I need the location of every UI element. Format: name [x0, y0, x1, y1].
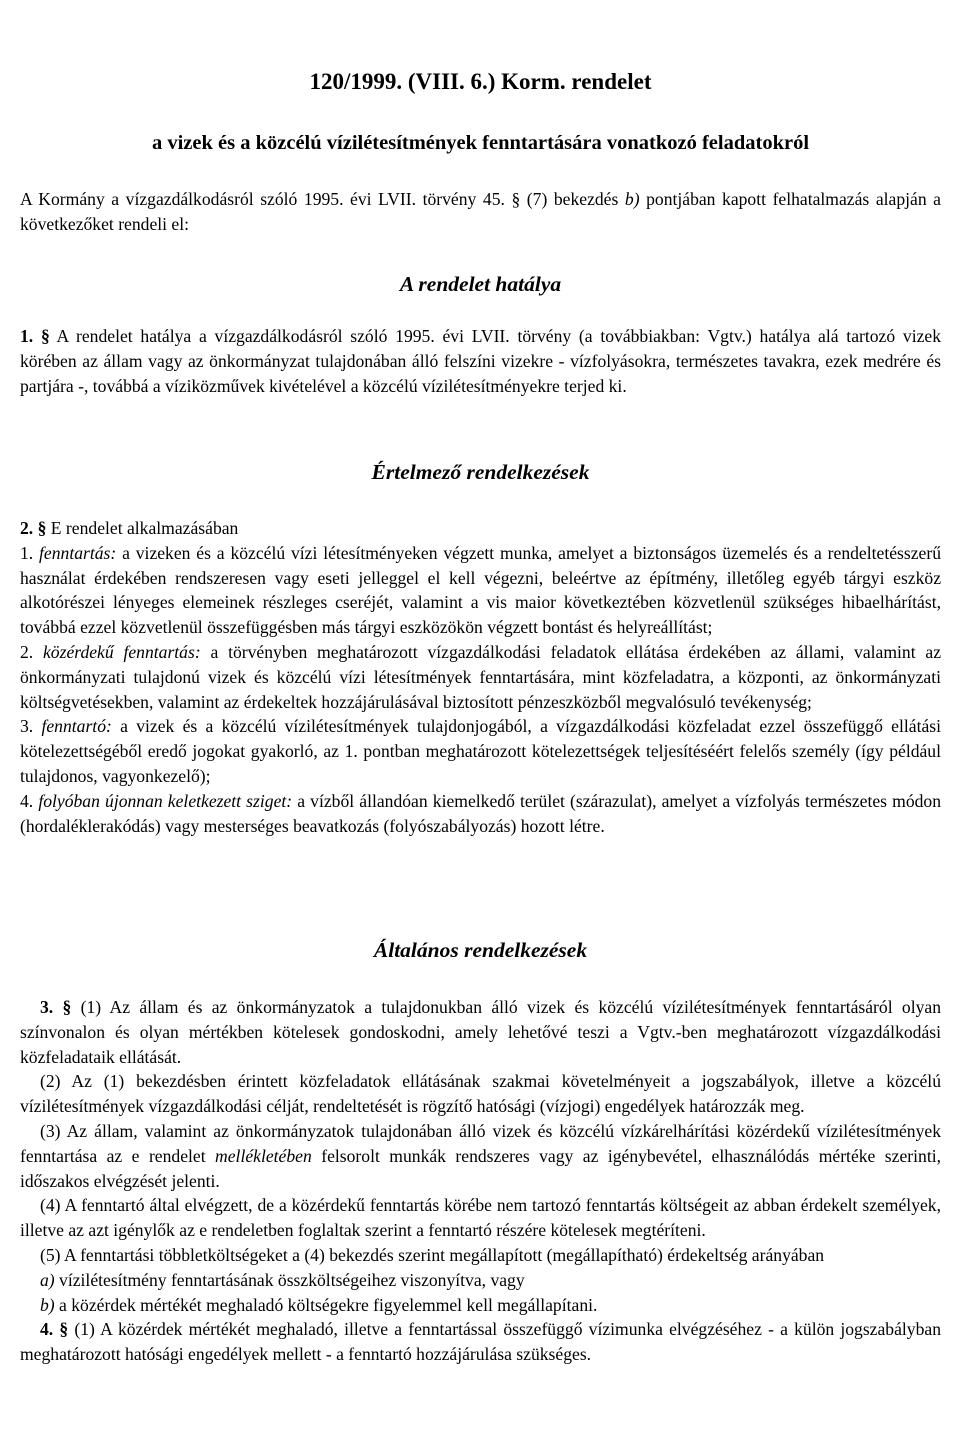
paragraph-2 [20, 516, 941, 838]
paragraph-3-subsection-3: (3) Az állam, valamint az önkormányzatok tulajdonában álló vizek és közcélú vízkárelhárítási közérdekű vízilétesítmények fenntartása az e rendelet mellékletében felsorolt munkák rendszeres vagy az igénybevétel, elhasználódás mértéke szerinti, időszakos elvégzését jelenti. [20, 1120, 941, 1191]
section-heading-scope: A rendelet hatálya [399, 272, 562, 296]
definition-term: fenntartás: [39, 542, 117, 563]
section-heading-general: Általános rendelkezések [373, 938, 588, 962]
paragraph-3-point-a: a) vízilétesítmény fenntartásának összköltségeihez viszonyítva, vagy [40, 1269, 525, 1290]
definition-4: 4. folyóban újonnan keletkezett sziget: a vízből állandóan kiemelkedő terület (szárazulat), amelyet a vízfolyás természetes módon (hordaléklerakódás) vagy mesterséges beavatkozás (folyószabályozás) hozott létre. [20, 790, 942, 836]
definition-2: 2. közérdekű fenntartás: a törvényben meghatározott vízgazdálkodási feladatok ellátása érdekében az állami, valamint az önkormányzati tulajdonú vizek és közcélú vízi létesítmények fenntartására, mint közfeladatra, a központi, az önkormányzati költségvetésekben, valamint az érdekeltek hozzájárulásával biztosított pénzeszközből megvalósuló tevékenység; [20, 641, 942, 712]
paragraph-3-subsection-1: 3. § (1) Az állam és az önkormányzatok a tulajdonukban álló vizek és közcélú vízilétesítmények fenntartásáról olyan színvonalon és olyan mértékben kötelesek gondoskodni, amely lehetővé teszi a Vgtv.-ben meghatározott vízgazdálkodási közfeladataik ellátását. [20, 997, 942, 1067]
paragraph-3-subsection-2: (2) Az (1) bekezdésben érintett közfeladatok ellátásának szakmai követelményeit a jogszabályok, illetve a közcélú vízilétesítmények vízgazdálkodási célját, rendeltetését is rögzítő hatósági (vízjogi) engedélyek határozzák meg. [20, 1071, 941, 1117]
definition-1: 1. fenntartás: a vizeken és a közcélú vízi létesítményeken végzett munka, amelyet a biztonságos üzemelés és a rendeltetésszerű használat érdekében rendszeresen vagy eseti jelleggel el kell végezni, beleértve az építmény, illetőleg egyéb tárgyi eszköz alkotórészei lényeges elemeinek részleges cseréjét, valamint a vis maior következtében közvetlenül szükséges hibaelhárítást, továbbá ezzel közvetlenül összefüggésben más tárgyi eszközökön végzett bontást és helyreállítást; [20, 542, 941, 638]
section-number: 3. § [40, 997, 72, 1017]
definition-term: közérdekű fenntartás: [43, 641, 201, 662]
preamble-point-label: b) [624, 189, 640, 209]
paragraph-2-intro: 2. § E rendelet alkalmazásában [20, 518, 239, 538]
document-title: 120/1999. (VIII. 6.) Korm. rendelet [309, 69, 652, 94]
paragraph-1: 1. § A rendelet hatálya a vízgazdálkodásról szóló 1995. évi LVII. törvény (a továbbiakban: Vgtv.) hatálya alá tartozó vizek körében az állam vagy az önkormányzat tulajdonában álló felszíni vizekre - vízfolyásokra, természetes tavakra, ezek medrére és partjára -, továbbá a víziközművek kivételével a közcélú vízilétesítményekre terjed ki. [20, 326, 942, 396]
paragraph-3-subsection-4: (4) A fenntartó által elvégzett, de a közérdekű fenntartás körébe nem tartozó fenntartás költségeit az abban érdekelt személyek, illetve az azt igénylők az e rendeletben foglaltak szerint a fenntartó részére kötelesek megtéríteni. [20, 1195, 941, 1241]
section-number: 2. § [20, 518, 47, 538]
paragraph-4: 4. § (1) A közérdek mértékét meghaladó, illetve a fenntartással összefüggő vízimunka elvégzéséhez - a külön jogszabályban meghatározott hatósági engedélyek mellett - a fenntartó hozzájárulása szükséges. [20, 1319, 941, 1365]
paragraph-3-point-b: b) a közérdek mértékét meghaladó költségekre figyelemmel kell megállapítani. [40, 1294, 598, 1315]
section-number: 1. § [20, 326, 50, 346]
paragraph-3 [20, 995, 941, 1367]
definition-term: fenntartó: [41, 716, 112, 737]
section-heading-definitions: Értelmező rendelkezések [371, 460, 590, 484]
section-number: 4. § [40, 1319, 69, 1340]
document-subtitle: a vizek és a közcélú vízilétesítmények fenntartására vonatkozó feladatokról [151, 132, 810, 154]
definition-term: folyóban újonnan keletkezett sziget: [38, 790, 293, 811]
preamble: A Kormány a vízgazdálkodásról szóló 1995. évi LVII. törvény 45. § (7) bekezdés b) pontjában kapott felhatalmazás alapján a következőket rendeli el: [20, 189, 941, 234]
annex-reference: mellékletében [215, 1145, 312, 1166]
paragraph-3-subsection-5: (5) A fenntartási többletköltségeket a (4) bekezdés szerint megállapított (megállapítható) érdekeltség arányában [40, 1244, 825, 1265]
definition-3: 3. fenntartó: a vizek és a közcélú vízilétesítmények tulajdonjogából, a vízgazdálkodási közfeladat ezzel összefüggő ellátási kötelezettségéből eredő jogokat gyakorló, az 1. pontban meghatározott kötelezettségek teljesítéséért felelős személy (így például tulajdonos, vagyonkezelő); [20, 716, 942, 786]
